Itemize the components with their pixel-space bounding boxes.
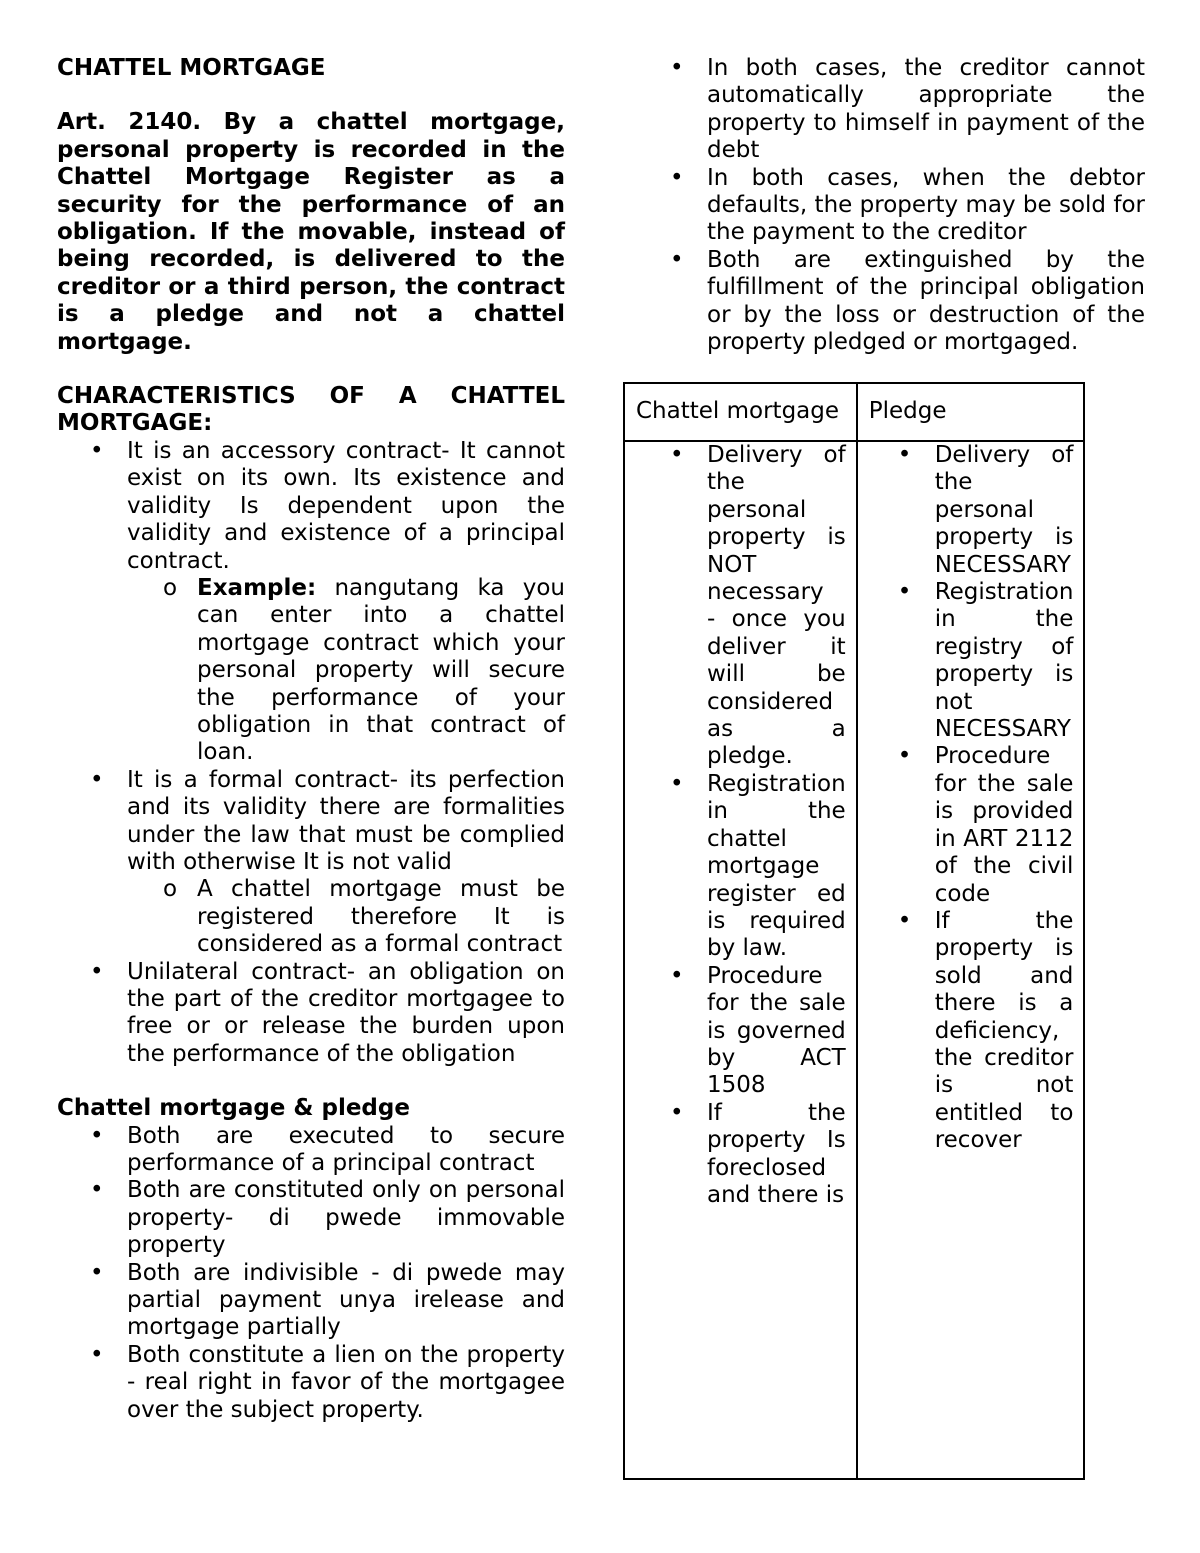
bullet-icon: • — [90, 1341, 104, 1368]
bullet-icon: • — [90, 958, 104, 985]
characteristics-heading: CHARACTERISTICS OF A CHATTEL MORTGAGE: — [57, 383, 565, 437]
bullet-icon: • — [897, 579, 912, 606]
bullet-icon: • — [670, 1099, 684, 1126]
list-item — [897, 442, 1074, 579]
list-item — [638, 165, 1145, 247]
sub-bullet-icon: o — [163, 876, 178, 903]
bullet-icon: • — [90, 766, 104, 793]
bullet-icon: • — [670, 962, 684, 989]
similarities-list — [638, 55, 1145, 356]
characteristic-text: It is an accessory contract- It cannot exist on its own. Its existence and validity Is dependent upon the validity and existence of a principal contract. — [127, 437, 565, 574]
comparison-text: Both are indivisible - di pwede may partial payment unya irelease and mortgage partially — [127, 1259, 565, 1341]
document-title: CHATTEL MORTGAGE — [57, 55, 326, 81]
header-chattel-mortgage: Chattel mortgage — [624, 383, 857, 441]
bullet-icon: • — [670, 164, 684, 191]
right-column — [638, 55, 1145, 356]
cell-text: If the property Is foreclosed and there is — [707, 1099, 846, 1208]
list-item — [57, 959, 565, 1069]
list-item — [638, 55, 1145, 165]
list-item — [57, 438, 565, 575]
bullet-icon: • — [897, 442, 912, 468]
similarity-text: In both cases, when the debtor defaults, the property may be sold for the payment to the creditor — [707, 164, 1145, 246]
sub-list-item — [57, 575, 565, 767]
bullet-icon: • — [670, 55, 684, 81]
characteristics-list — [57, 438, 565, 1068]
sub-item-text: A chattel mortgage must be registered therefore It is considered as a formal contract — [197, 876, 565, 958]
sub-list-item — [57, 876, 565, 958]
article-2140: Art. 2140. By a chattel mortgage, personal property is recorded in the Chattel Mortgage Register as a security for the performance of an obligation. If the movable, instead of being recorded, is delivered to the creditor or a third person, the contract is a pledge and not a chattel mortgage. — [57, 109, 565, 355]
comparison-heading: Chattel mortgage & pledge — [57, 1095, 410, 1122]
cell-text: Procedure for the sale is governed by ACT 1508 — [707, 962, 846, 1099]
list-item — [57, 1342, 565, 1424]
list-item — [638, 247, 1145, 357]
list-item — [897, 579, 1074, 743]
list-item — [57, 1123, 565, 1178]
characteristic-text: Unilateral contract- an obligation on the part of the creditor mortgagee to free or or release the burden upon the performance of the obligation — [127, 958, 565, 1067]
bullet-icon: • — [670, 770, 684, 797]
list-item — [707, 606, 846, 770]
list-item — [897, 743, 1074, 907]
similarity-text: Both are extinguished by the fulfillment of the principal obligation or by the loss or destruction of the property pledged or mortgaged. — [707, 246, 1145, 356]
example-text: nangutang ka you can enter into a chattel mortgage contract which your personal property will secure the performance of your obligation in that contract of loan. — [197, 574, 565, 766]
list-item — [670, 442, 846, 606]
bullet-icon: • — [897, 907, 912, 934]
list-item — [57, 1177, 565, 1259]
cell-text: Registration in the chattel mortgage register ed is required by law. — [707, 770, 846, 962]
comparison-list — [57, 1123, 565, 1424]
table-row — [624, 441, 1084, 1479]
bullet-icon: • — [90, 1177, 104, 1204]
list-item — [670, 770, 846, 963]
cell-text: Registration in the registry of property is not NECESSARY — [934, 579, 1074, 743]
cell-text: Delivery of the personal property is NECESSARY — [934, 442, 1074, 578]
comparison-text: Both are constituted only on personal property- di pwede immovable property — [127, 1177, 565, 1259]
list-item — [670, 1099, 846, 1210]
cell-text: - once you deliver it will be considered as a pledge. — [707, 606, 846, 770]
list-item — [57, 767, 565, 877]
bullet-icon: • — [90, 437, 104, 464]
sub-bullet-icon: o — [163, 574, 178, 601]
list-item — [897, 907, 1074, 1155]
pledge-cell — [857, 441, 1085, 1479]
comparison-table — [623, 382, 1085, 1480]
characteristic-text: It is a formal contract- its perfection and its validity there are formalities under the law that must be complied with otherwise It is not valid — [127, 766, 565, 875]
similarity-text: In both cases, the creditor cannot automatically appropriate the property to himself in payment of the debt — [707, 55, 1145, 164]
list-item — [57, 1260, 565, 1342]
left-column — [57, 55, 565, 1424]
cell-text: Delivery of the personal property is NOT necessary — [707, 442, 846, 606]
chattel-mortgage-cell — [624, 441, 857, 1479]
bullet-icon: • — [670, 246, 684, 273]
bullet-icon: • — [897, 743, 912, 770]
comparison-text: Both constitute a lien on the property - real right in favor of the mortgagee over the subject property. — [127, 1341, 565, 1423]
example-label: Example: — [197, 574, 317, 601]
bullet-icon: • — [670, 442, 684, 468]
bullet-icon: • — [90, 1259, 104, 1286]
table-header-row — [624, 383, 1084, 441]
bullet-icon: • — [90, 1122, 104, 1149]
cell-text: Procedure for the sale is provided in ART 2112 of the civil code — [934, 743, 1074, 907]
header-pledge: Pledge — [857, 383, 1085, 441]
comparison-text: Both are executed to secure performance of a principal contract — [127, 1122, 565, 1177]
cell-text: If the property is sold and there is a deficiency, the creditor is not entitled to recover — [934, 907, 1074, 1154]
list-item — [670, 962, 846, 1100]
